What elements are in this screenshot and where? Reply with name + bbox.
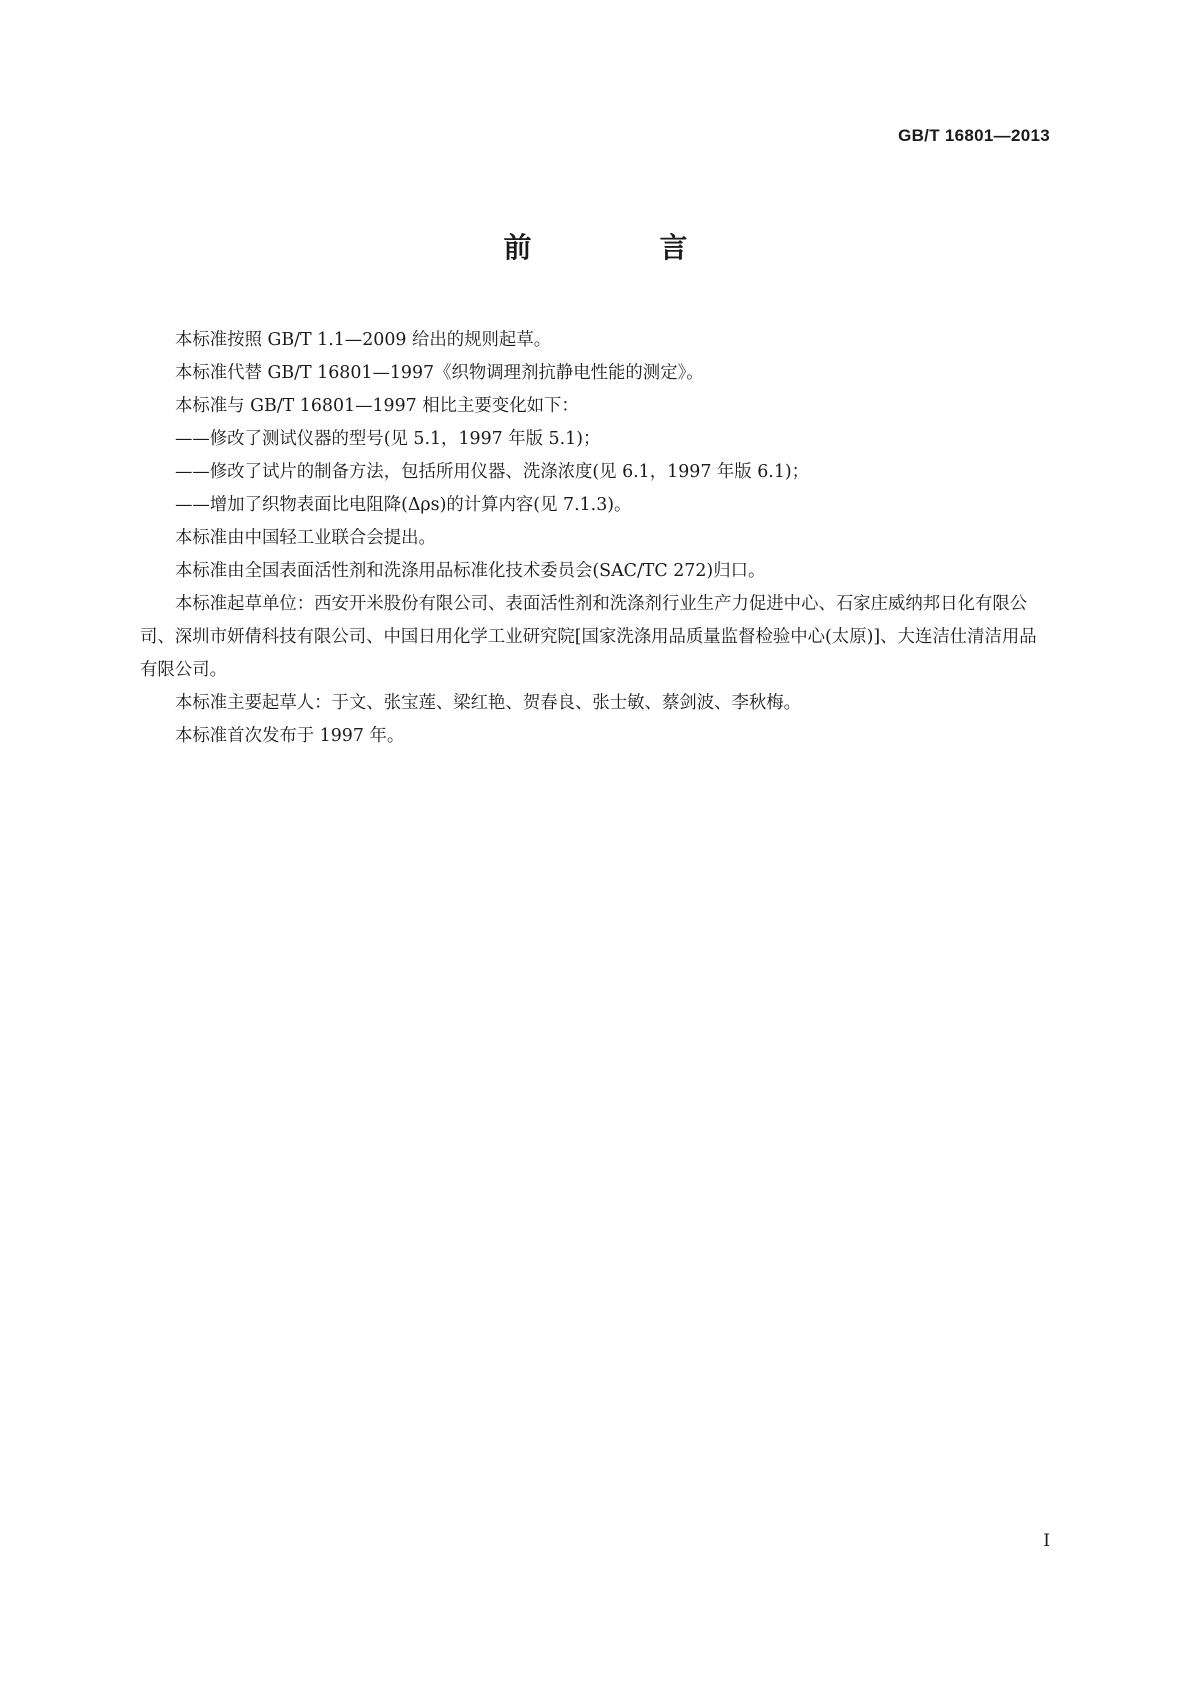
page-title: 前 言: [503, 231, 738, 264]
paragraph-proposer: 本标准由中国轻工业联合会提出。: [175, 528, 436, 548]
paragraph-changes-intro: 本标准与 GB/T 16801—1997 相比主要变化如下：: [175, 396, 579, 416]
change-item-specimen: ——修改了试片的制备方法，包括所用仪器、洗涤浓度(见 6.1，1997 年版 6.1)；: [175, 462, 810, 482]
change-item-instrument: ——修改了测试仪器的型号(见 5.1，1997 年版 5.1)；: [175, 429, 601, 449]
paragraph-first-published: 本标准首次发布于 1997 年。: [175, 726, 405, 746]
standard-code: GB/T 16801—2013: [898, 126, 1050, 145]
paragraph-drafting-units: 本标准起草单位：西安开米股份有限公司、表面活性剂和洗涤剂行业生产力促进中心、石家庄威纳邦日化有限公司、深圳市妍倩科技有限公司、中国日用化学工业研究院[国家洗涤用品质量监督检验中心(太原)]、大连洁仕清洁用品有限公司。: [140, 594, 1037, 680]
paragraph-committee: 本标准由全国表面活性剂和洗涤用品标准化技术委员会(SAC/TC 272)归口。: [175, 561, 766, 581]
foreword-body: [140, 324, 1052, 753]
paragraph-drafters: 本标准主要起草人：于文、张宝莲、梁红艳、贺春良、张士敏、蔡剑波、李秋梅。: [175, 693, 802, 713]
change-item-resistivity: ——增加了织物表面比电阻降(Δρs)的计算内容(见 7.1.3)。: [175, 495, 632, 515]
paragraph-replaces: 本标准代替 GB/T 16801—1997《织物调理剂抗静电性能的测定》。: [175, 363, 704, 383]
paragraph-drafting-rules: 本标准按照 GB/T 1.1—2009 给出的规则起草。: [175, 330, 552, 350]
page-number: I: [1043, 1531, 1050, 1551]
